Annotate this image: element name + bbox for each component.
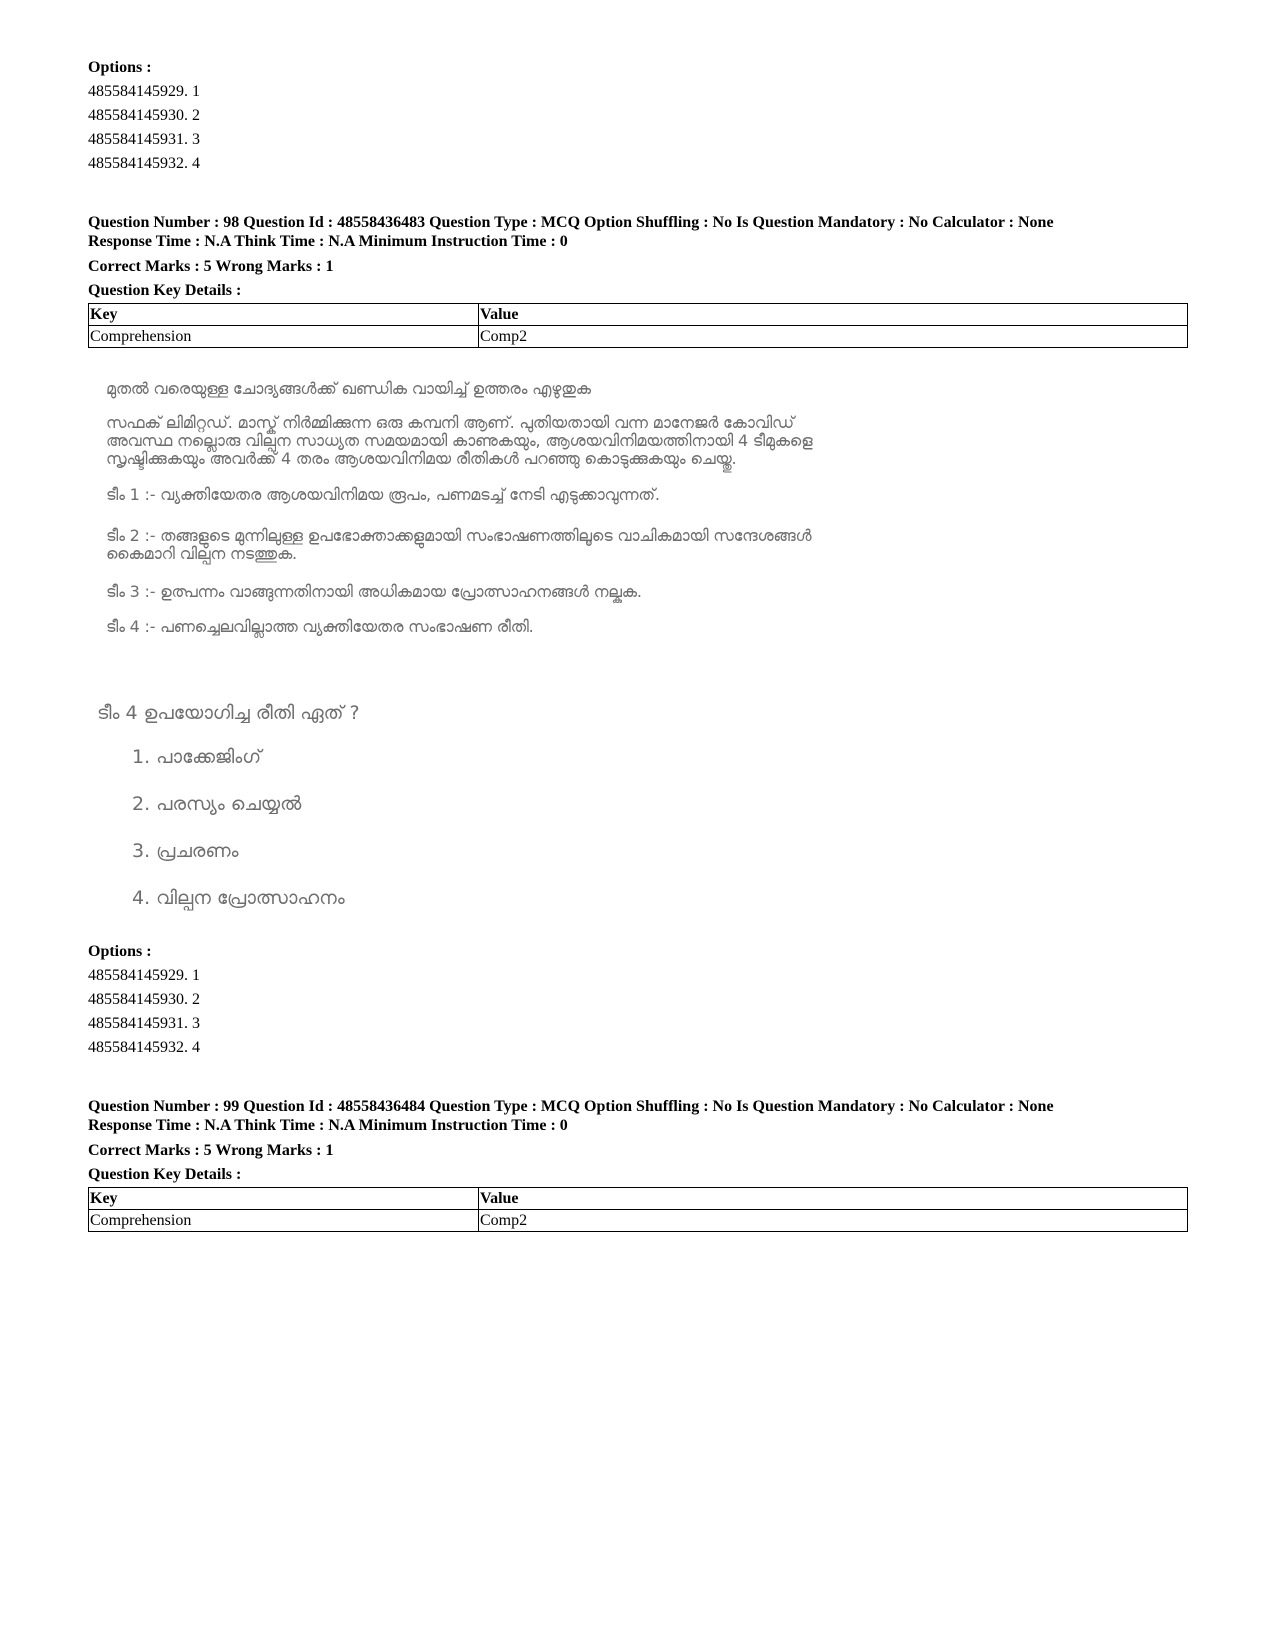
option-item: 485584145931. 3 bbox=[88, 131, 200, 148]
option-item: 485584145932. 4 bbox=[88, 155, 200, 172]
question-key-table bbox=[88, 303, 1188, 348]
comprehension-question: ടീം 4 ഉപയോഗിച്ച രീതി ഏത് ? bbox=[97, 702, 360, 724]
option-item: 485584145929. 1 bbox=[88, 967, 200, 984]
comprehension-image bbox=[97, 368, 986, 928]
option-item: 485584145930. 2 bbox=[88, 991, 200, 1008]
comprehension-option: 4. വില്പന പ്രോത്സാഹനം bbox=[132, 887, 345, 909]
options-block-top bbox=[88, 56, 488, 176]
options-title: Options : bbox=[88, 59, 152, 76]
team-2-line: കൈമാറി വില്പന നടത്തുക. bbox=[106, 544, 297, 563]
table-row bbox=[89, 326, 1188, 348]
table-header-key: Key bbox=[89, 304, 479, 326]
comprehension-options bbox=[132, 746, 345, 934]
table-header-row bbox=[89, 1188, 1188, 1210]
options-title: Options : bbox=[88, 943, 152, 960]
table-header-value: Value bbox=[479, 304, 1188, 326]
paragraph-line: സഫക് ലിമിറ്റഡ്. മാസ്ക് നിർമ്മിക്കുന്ന ഒരു കമ്പനി ആണ്. പുതിയതായി വന്ന മാനേജർ കോവിഡ് bbox=[106, 413, 794, 432]
team-4-text: ടീം 4 :- പണച്ചെലവില്ലാത്ത വ്യക്തിയേതര സംഭാഷണ രീതി. bbox=[106, 617, 534, 636]
question-99-header bbox=[88, 1097, 1188, 1232]
comprehension-option: 3. പ്രചരണം bbox=[132, 840, 239, 862]
table-header-key: Key bbox=[89, 1188, 479, 1210]
team-1-text: ടീം 1 :- വ്യക്തിയേതര ആശയവിനിമയ രൂപം, പണമടച്ച് നേടി എടുക്കാവുന്നത്. bbox=[106, 485, 660, 504]
table-header-row bbox=[89, 304, 1188, 326]
option-item: 485584145932. 4 bbox=[88, 1039, 200, 1056]
question-98-header bbox=[88, 213, 1188, 348]
marks-line: Correct Marks : 5 Wrong Marks : 1 bbox=[88, 1142, 334, 1159]
option-item: 485584145931. 3 bbox=[88, 1015, 200, 1032]
paragraph-line: അവസ്ഥ നല്ലൊരു വില്പന സാധ്യത സമയമായി കാണുകയും, ആശയവിനിമയത്തിനായി 4 ടീമുകളെ bbox=[106, 431, 813, 450]
table-cell-value: Comp2 bbox=[479, 326, 1188, 348]
option-item: 485584145929. 1 bbox=[88, 83, 200, 100]
team-2-text bbox=[106, 527, 811, 563]
table-cell-key: Comprehension bbox=[89, 326, 479, 348]
option-item: 485584145930. 2 bbox=[88, 107, 200, 124]
team-2-line: ടീം 2 :- തങ്ങളുടെ മുന്നിലുള്ള ഉപഭോക്താക്കളുമായി സംഭാഷണത്തിലൂടെ വാചികമായി സന്ദേശങ്ങൾ bbox=[106, 526, 812, 545]
key-details-label: Question Key Details : bbox=[88, 282, 242, 299]
table-cell-key: Comprehension bbox=[89, 1210, 479, 1232]
comprehension-option: 2. പരസ്യം ചെയ്യൽ bbox=[132, 793, 302, 815]
comprehension-paragraph bbox=[106, 414, 812, 468]
marks-line: Correct Marks : 5 Wrong Marks : 1 bbox=[88, 258, 334, 275]
team-3-text: ടീം 3 :- ഉത്പന്നം വാങ്ങുന്നതിനായി അധികമായ പ്രോത്സാഹനങ്ങൾ നല്കുക. bbox=[106, 582, 642, 601]
question-meta-line: Question Number : 98 Question Id : 48558436483 Question Type : MCQ Option Shuffling : No Is Question Mandatory : No Calculator : None bbox=[88, 214, 1054, 231]
question-timing-line: Response Time : N.A Think Time : N.A Minimum Instruction Time : 0 bbox=[88, 1117, 568, 1134]
comprehension-option: 1. പാക്കേജിംഗ് bbox=[132, 746, 262, 768]
options-block-middle bbox=[88, 940, 488, 1060]
key-details-label: Question Key Details : bbox=[88, 1166, 242, 1183]
paragraph-line: സൃഷ്ടിക്കുകയും അവർക്ക് 4 തരം ആശയവിനിമയ രീതികൾ പറഞ്ഞു കൊടുക്കുകയും ചെയ്തു. bbox=[106, 449, 737, 468]
question-meta-line: Question Number : 99 Question Id : 48558436484 Question Type : MCQ Option Shuffling : No Is Question Mandatory : No Calculator : None bbox=[88, 1098, 1054, 1115]
table-header-value: Value bbox=[479, 1188, 1188, 1210]
question-key-table bbox=[88, 1187, 1188, 1232]
table-row bbox=[89, 1210, 1188, 1232]
comprehension-heading: മുതൽ വരെയുള്ള ചോദ്യങ്ങൾക്ക് ഖണ്ഡിക വായിച്ച് ഉത്തരം എഴുതുക bbox=[106, 379, 591, 398]
table-cell-value: Comp2 bbox=[479, 1210, 1188, 1232]
question-timing-line: Response Time : N.A Think Time : N.A Minimum Instruction Time : 0 bbox=[88, 233, 568, 250]
